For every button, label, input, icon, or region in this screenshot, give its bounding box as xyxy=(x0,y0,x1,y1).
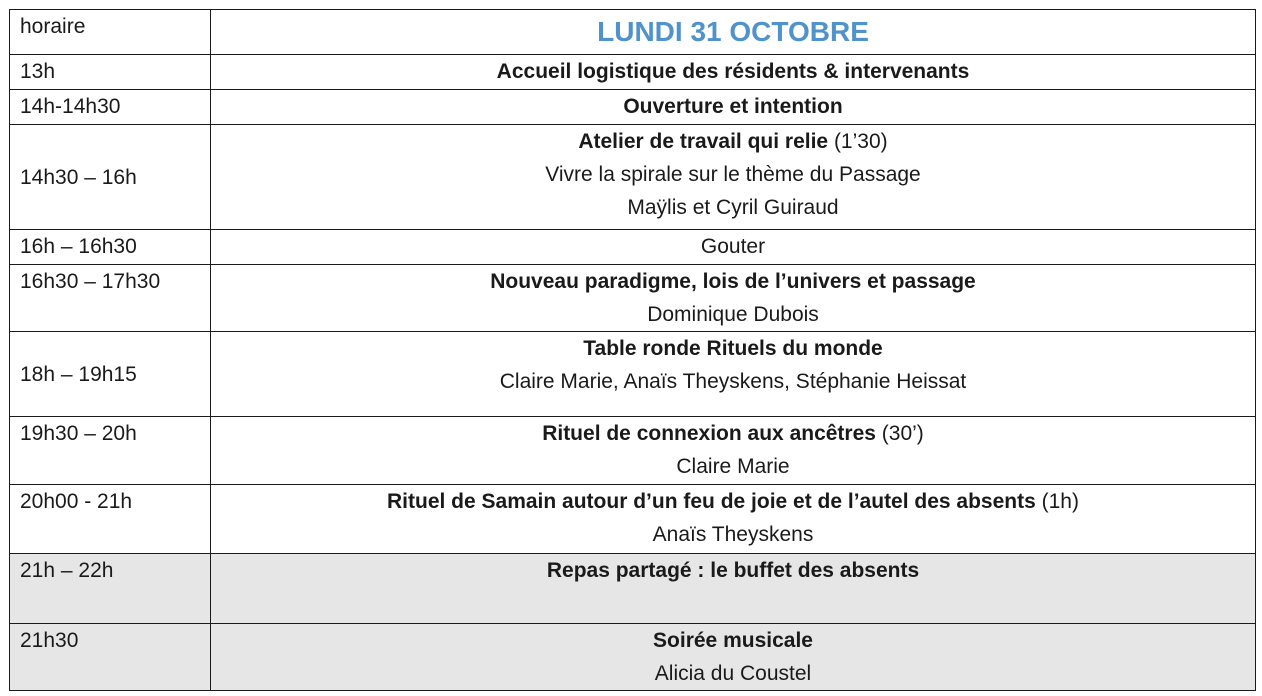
day-title-cell xyxy=(211,10,1256,55)
time-cell: 18h – 19h15 xyxy=(10,332,211,417)
event-title: Repas partagé : le buffet des absents xyxy=(546,559,920,582)
event-title: Soirée musicale xyxy=(653,629,813,652)
event-title-line xyxy=(211,485,1255,518)
event-speakers: Claire Marie, Anaïs Theyskens, Stéphanie Heissat xyxy=(499,370,967,393)
table-row xyxy=(10,55,1256,90)
event-cell xyxy=(211,55,1256,90)
header-row xyxy=(10,10,1256,55)
event-title: Atelier de travail qui relie xyxy=(578,130,829,153)
event-text: Gouter xyxy=(700,235,766,258)
day-title: LUNDI 31 OCTOBRE xyxy=(597,16,869,47)
event-title: Rituel de Samain autour d’un feu de joie et de l’autel des absents xyxy=(387,490,1036,513)
event-speakers: Alicia du Coustel xyxy=(654,662,812,685)
event-title-line xyxy=(211,125,1255,158)
event-cell xyxy=(211,332,1256,417)
event-cell xyxy=(211,554,1256,624)
time-cell: 21h – 22h xyxy=(10,554,211,624)
table-row xyxy=(10,230,1256,265)
table-row xyxy=(10,90,1256,125)
table-row xyxy=(10,485,1256,554)
event-cell xyxy=(211,624,1256,691)
event-cell xyxy=(211,265,1256,332)
event-cell xyxy=(211,230,1256,265)
time-cell: 19h30 – 20h xyxy=(10,417,211,485)
event-cell xyxy=(211,485,1256,554)
time-cell: 16h – 16h30 xyxy=(10,230,211,265)
time-cell: 14h30 – 16h xyxy=(10,125,211,230)
time-cell: 13h xyxy=(10,55,211,90)
time-cell: 21h30 xyxy=(10,624,211,691)
event-duration: (30’) xyxy=(875,422,924,445)
table-row xyxy=(10,624,1256,691)
event-duration: (1’30) xyxy=(828,130,888,153)
event-title: Accueil logistique des résidents & intervenants xyxy=(496,60,970,83)
table-row xyxy=(10,332,1256,417)
time-cell: 20h00 - 21h xyxy=(10,485,211,554)
event-subtitle: Vivre la spirale sur le thème du Passage xyxy=(545,163,921,186)
table-row xyxy=(10,125,1256,230)
table-row xyxy=(10,265,1256,332)
event-cell xyxy=(211,90,1256,125)
event-cell xyxy=(211,417,1256,485)
schedule-table xyxy=(9,9,1256,691)
event-title: Table ronde Rituels du monde xyxy=(583,337,883,360)
event-speakers: Claire Marie xyxy=(676,455,790,478)
event-speakers: Anaïs Theyskens xyxy=(652,523,814,546)
table-row xyxy=(10,417,1256,485)
time-cell: 16h30 – 17h30 xyxy=(10,265,211,332)
event-title: Nouveau paradigme, lois de l’univers et passage xyxy=(490,270,976,293)
time-cell: 14h-14h30 xyxy=(10,90,211,125)
event-title-line xyxy=(211,417,1255,450)
event-cell xyxy=(211,125,1256,230)
event-duration: (1h) xyxy=(1035,490,1079,513)
table-row xyxy=(10,554,1256,624)
event-speakers: Maÿlis et Cyril Guiraud xyxy=(627,196,839,219)
event-title: Ouverture et intention xyxy=(623,95,843,118)
event-speakers: Dominique Dubois xyxy=(647,303,819,326)
time-column-header: horaire xyxy=(10,10,211,55)
event-title: Rituel de connexion aux ancêtres xyxy=(542,422,876,445)
